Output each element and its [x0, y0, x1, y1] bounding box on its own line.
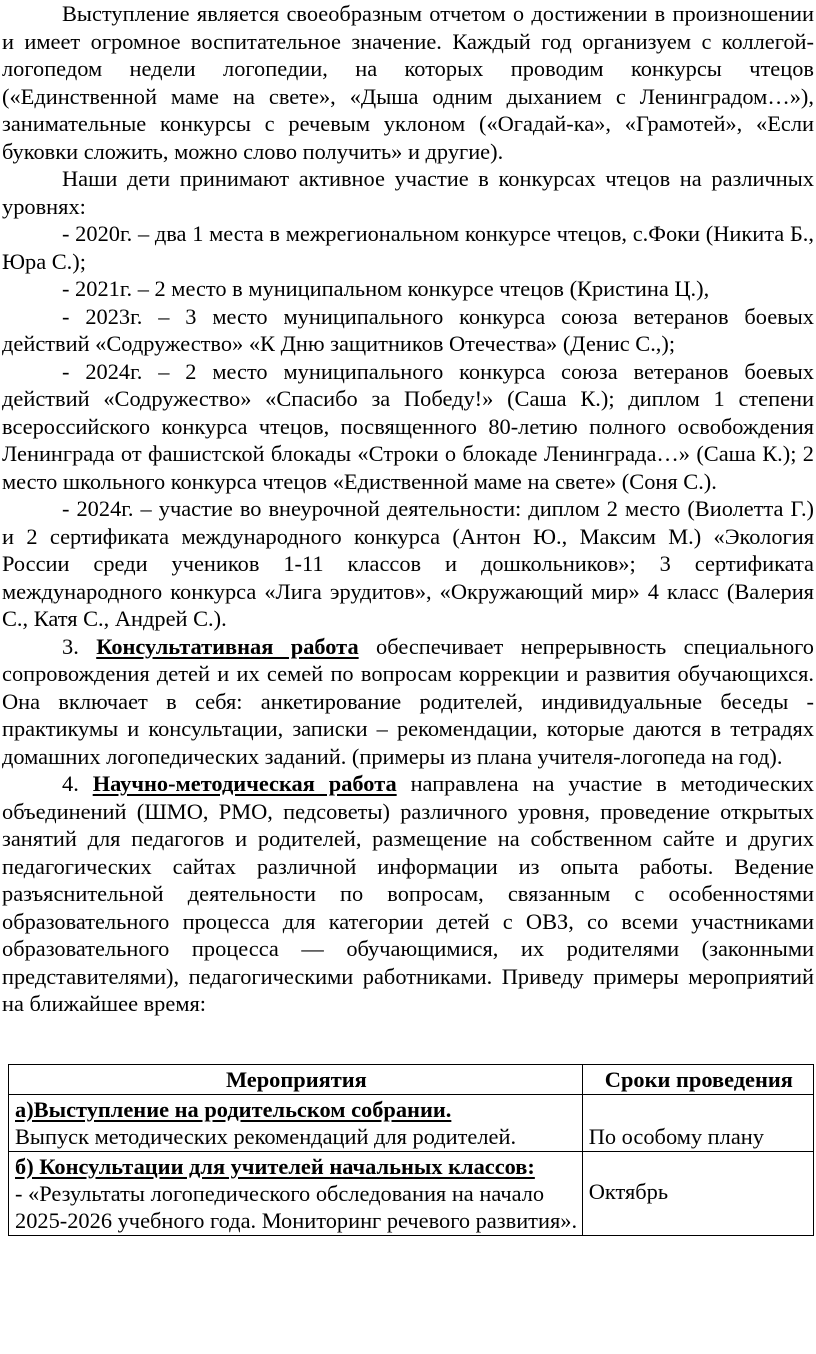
event-cell: [9, 1094, 583, 1151]
paragraph-speech-report: Выступление является своеобразным отчетом о достижении в произношении и имеет огромное воспитательное значение. Каждый год организуем с коллегой-логопедом недели логопедии, на которых проводим конкурсы чтецов («Единственной маме на свете», «Дыша одним дыханием с Ленинградом…»), занимательные конкурсы с речевым уклоном («Огадай-ка», «Грамотей», «Если буковки сложить, можно слово получить» и другие).: [2, 1, 814, 164]
spacer: [2, 1018, 814, 1064]
header-terms: Сроки проведения: [582, 1064, 813, 1094]
term-cell: Октябрь: [582, 1151, 813, 1235]
list-item-2024-readers: - 2024г. – 2 место муниципального конкурса союза ветеранов боевых действий «Содружество» «Спасибо за Победу!» (Саша К.); диплом 1 степени всероссийского конкурса чтецов, посвященного 80-летию полного освобождения Ленинграда от фашистской блокады «Строки о блокаде Ленинграда…» (Саша К.); 2 место школьного конкурса чтецов «Едиственной маме на свете» (Соня С.).: [2, 358, 814, 494]
list-item-2024-extracurricular: - 2024г. – участие во внеурочной деятельности: диплом 2 место (Виолетта Г.) и 2 сертификата международного конкурса (Антон Ю., Максим М.) «Экология России среди учеников 1-11 классов и дошкольников»; 3 сертификата международного конкурса «Лига эрудитов», «Окружающий мир» 4 класс (Валерия С., Катя С., Андрей С.).: [2, 496, 814, 631]
section-number: 3.: [62, 633, 97, 659]
section-number: 4.: [62, 771, 93, 796]
term-cell: По особому плану: [582, 1094, 813, 1151]
table-row: [9, 1094, 814, 1151]
table-row: [9, 1151, 814, 1235]
section-heading: Консультативная работа: [96, 633, 359, 659]
paragraph-consultative-work: [2, 633, 814, 771]
list-item-2023: - 2023г. – 3 место муниципального конкурса союза ветеранов боевых действий «Содружество» «К Дню защитников Отечества» (Денис С.,);: [2, 303, 814, 356]
paragraph-methodical-work: [2, 770, 814, 1018]
event-text: Выпуск методических рекомендаций для родителей.: [15, 1123, 517, 1149]
list-item-2021: - 2021г. – 2 место в муниципальном конкурсе чтецов (Кристина Ц.),: [62, 276, 710, 301]
section-text: обеспечивает непрерывность специального сопровождения детей и их семей по вопросам коррекции и развития обучающихся. Она включает в себя: анкетирование родителей, индивидуальные беседы - практикумы и консультации, записки – рекомендации, которые даются в тетрадях домашних логопедических заданий. (примеры из плана учителя-логопеда на год).: [2, 633, 814, 769]
event-title: а)Выступление на родительском собрании.: [15, 1096, 452, 1122]
section-heading: Научно-методическая работа: [92, 771, 397, 796]
list-item-2020: - 2020г. – два 1 места в межрегиональном конкурсе чтецов, с.Фоки (Никита Б., Юра С.);: [2, 221, 814, 274]
event-title: б) Консультации для учителей начальных классов:: [15, 1153, 535, 1179]
event-cell: [9, 1151, 583, 1235]
section-text: направлена на участие в методических объединений (ШМО, РМО, педсоветы) различного уровня, проведение открытых занятий для педагогов и родителей, размещение на собственном сайте и других педагогических сайтах различной информации из опыта работы. Ведение разъяснительной деятельности по вопросам, связанным с особенностями образовательного процесса для категории детей с ОВЗ, со всеми участниками образовательного процесса — обучающимися, их родителями (законными представителями), педагогическими работниками. Приведу примеры мероприятий на ближайшее время:: [2, 771, 814, 1016]
events-table: [8, 1064, 814, 1236]
header-events: Мероприятия: [9, 1064, 583, 1094]
table-header-row: [9, 1064, 814, 1094]
event-text: - «Результаты логопедического обследования на начало 2025-2026 учебного года. Мониторинг речевого развития».: [15, 1180, 578, 1233]
paragraph-competitions-intro: Наши дети принимают активное участие в конкурсах чтецов на различных уровнях:: [2, 166, 814, 219]
